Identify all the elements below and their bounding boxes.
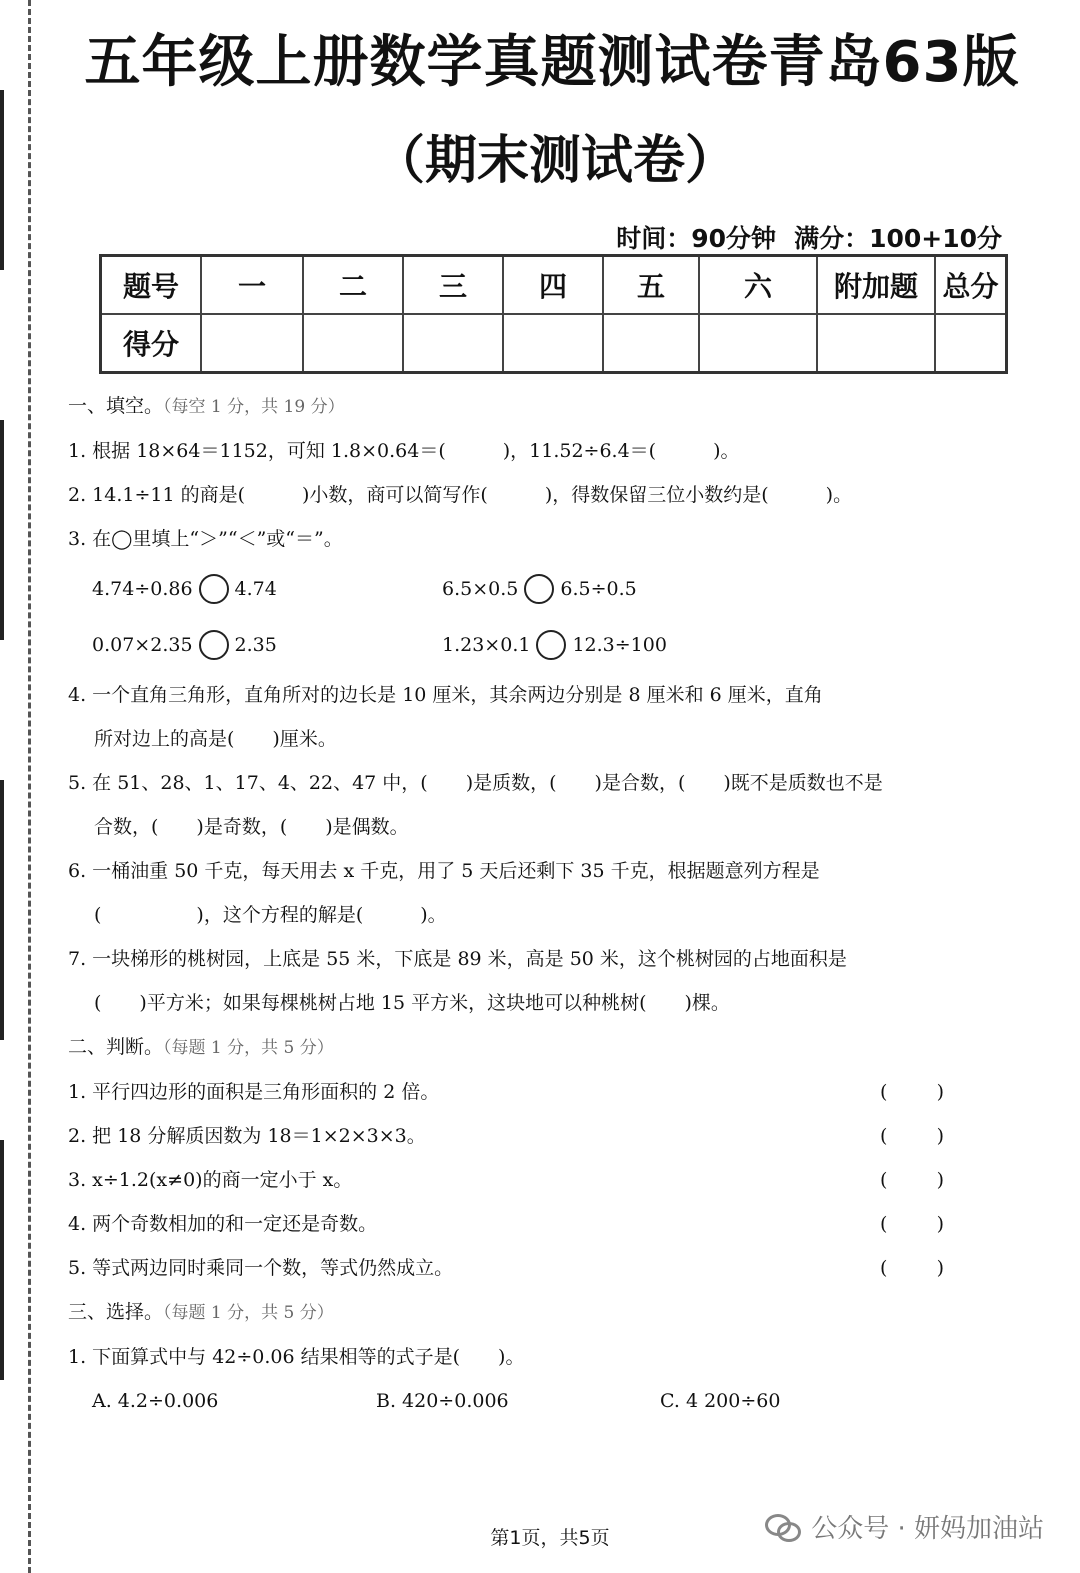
binding-mark <box>0 780 4 1040</box>
question-1-6-cont: ( )，这个方程的解是( )。 <box>94 904 447 926</box>
compare-item <box>92 623 442 667</box>
section-title: 三、选择。 <box>68 1301 164 1323</box>
wechat-icon <box>765 1512 801 1542</box>
paren-close: ) <box>936 1081 944 1103</box>
score-cell[interactable] <box>603 314 699 373</box>
section-choice-heading <box>68 1290 968 1335</box>
judgement-item <box>68 1246 944 1290</box>
question-1-6: 6. 一桶油重 50 千克，每天用去 x 千克，用了 5 天后还剩下 35 千克，根据题意列方程是 <box>68 860 820 882</box>
section-title: 二、判断。 <box>68 1036 164 1058</box>
page-subtitle: （期末测试卷） <box>372 131 737 191</box>
compare-left: 4.74÷0.86 <box>92 578 193 600</box>
section-fill-blank-heading <box>68 384 968 429</box>
compare-row <box>68 561 968 617</box>
answer-parens[interactable] <box>880 1114 944 1158</box>
section-note: （每空 1 分，共 19 分） <box>163 397 345 417</box>
score-table <box>99 254 1008 374</box>
paren-open: ( <box>880 1257 888 1279</box>
option-a[interactable]: A. 4.2÷0.006 <box>92 1390 219 1412</box>
section-note: （每题 1 分，共 5 分） <box>163 1038 334 1058</box>
question-1-3: 3. 在◯里填上“＞”“＜”或“＝”。 <box>68 528 343 550</box>
compare-item <box>442 623 792 667</box>
paren-open: ( <box>880 1081 888 1103</box>
exam-full-score: 满分：100+10分 <box>794 224 1002 253</box>
compare-circle[interactable] <box>536 630 566 660</box>
compare-left: 1.23×0.1 <box>442 634 531 656</box>
watermark-text: 公众号 · 妍妈加油站 <box>811 1514 1044 1544</box>
score-table-score-row <box>101 314 1007 373</box>
judgement-text: 5. 等式两边同时乘同一个数，等式仍然成立。 <box>68 1257 454 1279</box>
question-1-4: 4. 一个直角三角形，直角所对的边长是 10 厘米，其余两边分别是 8 厘米和 6 厘米，直角 <box>68 684 823 706</box>
judgement-text: 3. x÷1.2(x≠0)的商一定小于 x。 <box>68 1169 353 1191</box>
score-header-cell: 题号 <box>101 256 202 315</box>
score-cell[interactable] <box>935 314 1007 373</box>
score-header-cell: 附加题 <box>817 256 935 315</box>
judgement-item <box>68 1114 944 1158</box>
score-header-cell: 总分 <box>935 256 1007 315</box>
score-header-cell: 三 <box>403 256 503 315</box>
judgement-text: 1. 平行四边形的面积是三角形面积的 2 倍。 <box>68 1081 440 1103</box>
score-header-cell: 五 <box>603 256 699 315</box>
score-cell[interactable] <box>503 314 603 373</box>
paren-open: ( <box>880 1169 888 1191</box>
section-note: （每题 1 分，共 5 分） <box>163 1303 334 1323</box>
choice-options <box>68 1379 968 1423</box>
score-cell[interactable] <box>403 314 503 373</box>
answer-parens[interactable] <box>880 1070 944 1114</box>
binding-mark <box>0 1140 4 1380</box>
paren-close: ) <box>936 1213 944 1235</box>
question-1-7-cont: ( )平方米；如果每棵桃树占地 15 平方米，这块地可以种桃树( )棵。 <box>94 992 730 1014</box>
compare-circle[interactable] <box>524 574 554 604</box>
score-cell[interactable] <box>303 314 403 373</box>
judgement-text: 4. 两个奇数相加的和一定还是奇数。 <box>68 1213 378 1235</box>
judgement-item <box>68 1202 944 1246</box>
binding-mark <box>0 420 4 640</box>
judgement-item <box>68 1158 944 1202</box>
option-b[interactable]: B. 420÷0.006 <box>376 1390 509 1412</box>
page-title: 五年级上册数学真题测试卷青岛63版 <box>84 30 1020 95</box>
compare-right: 4.74 <box>234 578 277 600</box>
score-cell[interactable] <box>817 314 935 373</box>
score-header-cell: 六 <box>699 256 817 315</box>
compare-circle[interactable] <box>199 630 229 660</box>
section-true-false-heading <box>68 1025 968 1070</box>
exam-meta <box>616 219 1002 255</box>
paren-open: ( <box>880 1125 888 1147</box>
score-cell[interactable] <box>699 314 817 373</box>
exam-time: 时间：90分钟 <box>616 224 777 253</box>
answer-parens[interactable] <box>880 1158 944 1202</box>
judgement-text: 2. 把 18 分解质因数为 18＝1×2×3×3。 <box>68 1125 426 1147</box>
compare-circle[interactable] <box>199 574 229 604</box>
binding-dashed-line <box>28 0 31 1573</box>
judgement-item <box>68 1070 944 1114</box>
compare-left: 0.07×2.35 <box>92 634 193 656</box>
answer-parens[interactable] <box>880 1202 944 1246</box>
question-1-5-cont: 合数，( )是奇数，( )是偶数。 <box>94 816 409 838</box>
score-header-cell: 四 <box>503 256 603 315</box>
option-c[interactable]: C. 4 200÷60 <box>660 1390 781 1412</box>
score-cell[interactable] <box>201 314 303 373</box>
paren-close: ) <box>936 1169 944 1191</box>
compare-right: 2.35 <box>234 634 277 656</box>
question-1-5: 5. 在 51、28、1、17、4、22、47 中，( )是质数，( )是合数，( )既不是质数也不是 <box>68 772 883 794</box>
paren-close: ) <box>936 1257 944 1279</box>
watermark <box>765 1508 1044 1545</box>
section-title: 一、填空。 <box>68 395 164 417</box>
compare-right: 12.3÷100 <box>572 634 667 656</box>
answer-parens[interactable] <box>880 1246 944 1290</box>
paren-open: ( <box>880 1213 888 1235</box>
question-1-2: 2. 14.1÷11 的商是( )小数，商可以简写作( )，得数保留三位小数约是( )。 <box>68 484 853 506</box>
paren-close: ) <box>936 1125 944 1147</box>
page-number: 第1页，共5页 <box>490 1527 610 1549</box>
score-header-cell: 二 <box>303 256 403 315</box>
score-row-label: 得分 <box>101 314 202 373</box>
compare-left: 6.5×0.5 <box>442 578 519 600</box>
question-1-7: 7. 一块梯形的桃树园，上底是 55 米，下底是 89 米，高是 50 米，这个桃树园的占地面积是 <box>68 948 847 970</box>
score-header-cell: 一 <box>201 256 303 315</box>
score-table-header-row <box>101 256 1007 315</box>
compare-row <box>68 617 968 673</box>
compare-item <box>442 567 792 611</box>
compare-right: 6.5÷0.5 <box>560 578 637 600</box>
exam-content <box>68 384 968 1423</box>
question-3-1: 1. 下面算式中与 42÷0.06 结果相等的式子是( )。 <box>68 1346 525 1368</box>
question-1-4-cont: 所对边上的高是( )厘米。 <box>94 728 337 750</box>
question-1-1: 1. 根据 18×64＝1152，可知 1.8×0.64＝( )，11.52÷6.4＝( )。 <box>68 440 740 462</box>
compare-item <box>92 567 442 611</box>
